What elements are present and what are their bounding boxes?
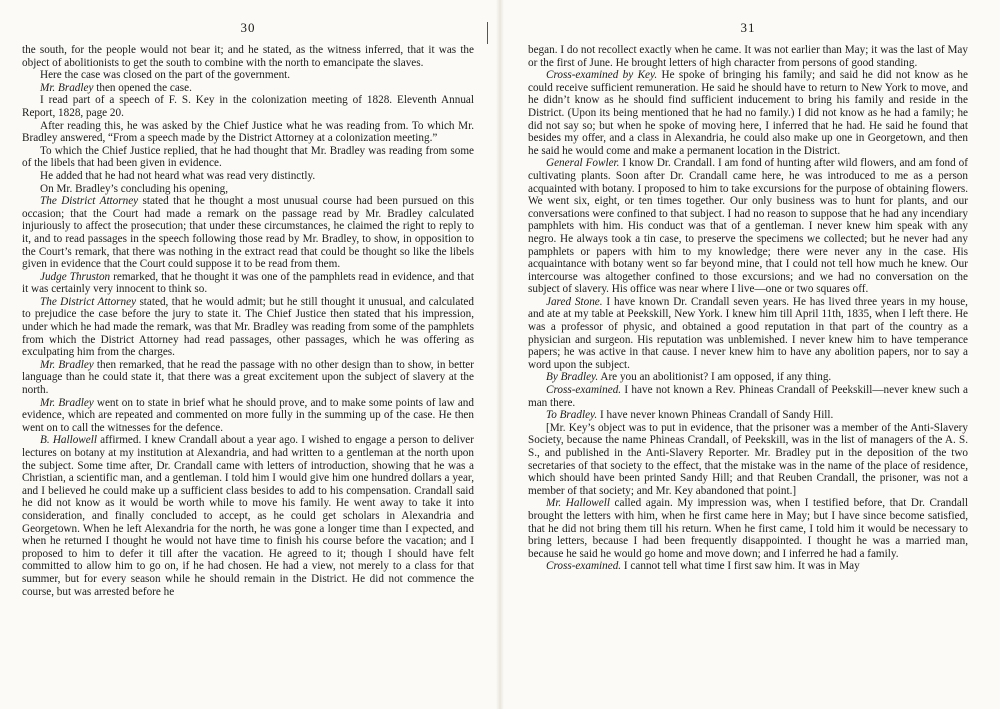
paragraph: Mr. Bradley went on to state in brief what he should prove, and to make some points of law and evidence, which are repeated and commented on more fully in the summing up of the case. He then went on to call the witnesses for the defence.	[22, 396, 474, 434]
paragraph: began. I do not recollect exactly when he came. It was not earlier than May; it was the last of May or the first of June. He brought letters of high character from persons of good standing.	[528, 44, 968, 69]
paragraph: Cross-examined. I cannot tell what time I first saw him. It was in May	[546, 560, 860, 573]
page-text	[22, 44, 474, 598]
paragraph: Mr. Bradley then opened the case.	[40, 81, 192, 94]
paragraph: The District Attorney stated that he thought a most unusual course had been pursued on this occasion; that the Court had made a remark on the passage read by Mr. Bradley calculated injuriously to affect the prosecution; that under these circumstances, he claimed the right to reply to it, and to read passages in the speech following those read by Mr. Bradley, to show, in opposition to the Court’s remark, that there was nothing in the extract read that could be thought so like the libels given in evidence that the Court could suppose it to be read from them.	[22, 195, 474, 271]
paragraph: He added that he had not heard what was read very distinctly.	[40, 169, 316, 182]
paragraph: Cross-examined by Key. He spoke of bringing his family; and said he did not know as he could receive sufficient remuneration. He said he should have to return to New York to move, and he didn’t know as he should find sufficient inducement to bring his family and reside in the District. (Upon its being mentioned that he had no family.) I did not know as he had a family; he did not say so; but when he spoke of moving here, I inferred that he had. He said he found that besides my offer, and a class in Alexandria, he could also make up one in Georgetown, and then he said he would come and make a permanent location in the District.	[528, 69, 968, 157]
book-gutter	[496, 0, 504, 709]
paragraph: To Bradley. I have never known Phineas Crandall of Sandy Hill.	[546, 409, 834, 422]
paragraph: Mr. Hallowell called again. My impression was, when I testified before, that Dr. Crandall brought the letters with him, when he first came here in May; but I have since become satisfied, that he did not bring them till his return. When he first came, I told him it would be necessary to bring letters, because I had been frequently disappointed. I thought he was a married man, because he said he would go home and move down; and I inferred he had a family.	[528, 497, 968, 560]
paragraph: To which the Chief Justice replied, that he had thought that Mr. Bradley was reading from some of the libels that had been given in evidence.	[22, 144, 474, 170]
paragraph: B. Hallowell affirmed. I knew Crandall about a year ago. I wished to engage a person to deliver lectures on botany at my institution at Alexandria, and had written to a gentleman at the north upon the subject. Some time after, Dr. Crandall came with letters of introduction, showing that he was a Christian, a scientific man, and a gentleman. I told him I would give him one hundred dollars a year, and I believed he could make up a sufficient class besides to add to his compensation. Crandall said he did not know as it would be worth while to move his family. He went away to take it into consideration, and finally concluded to accept, as he could get scholars in Alexandria and Georgetown. When he left Alexandria for the north, he was gone a longer time than I expected, and when he returned I thought he would not have time to finish his course before the vacation; and I proposed to him to defer it till after the vacation. He agreed to it; though I should have felt committed to allow him to go on, if he had chosen. He had a view, not merely to a class for that summer, but for every season while he should remain in the District. He did not commence the course, but was arrested before he	[22, 434, 474, 598]
paragraph: General Fowler. I know Dr. Crandall. I am fond of hunting after wild flowers, and am fond of cultivating plants. Soon after Dr. Crandall came here, he was introduced to me as a person acquainted with botany. I proposed to him to take excursions for the purpose of obtaining flowers. We went six, eight, or ten times together. Our only business was to hunt for plants, and our conversations were confined to that subject. I had no reason to suppose that he had any incendiary pamphlets with him. His conduct was that of a gentleman. I never knew him speak with any negro. He always took a tin case, to preserve the specimens we collected; but he never had any pamphlets or papers with him to my knowledge; there were never any in the case. His acquaintance with botany went so far beyond mine, that I could not tell how much he knew. Our intercourse was altogether confined to those excursions; and we had no conversation on the subject of slavery. His office was near where I live—one or two squares off.	[528, 157, 968, 296]
paragraph: Mr. Bradley then remarked, that he read the passage with no other design than to show, in better language than he could state it, that there was a great excitement upon the subject of slavery at the north.	[22, 358, 474, 397]
paragraph: I read part of a speech of F. S. Key in the colonization meeting of 1828. Eleventh Annual Report, 1828, page 20.	[22, 94, 474, 119]
right-page	[528, 0, 968, 709]
paragraph: After reading this, he was asked by the Chief Justice what he was reading from. To which Mr. Bradley answered, “From a speech made by the District Attorney at a colonization meeting.”	[22, 119, 474, 145]
paragraph: Here the case was closed on the part of the government.	[40, 69, 291, 82]
paragraph: By Bradley. Are you an abolitionist? I am opposed, if any thing.	[546, 371, 832, 384]
paragraph: On Mr. Bradley’s concluding his opening,	[40, 182, 228, 195]
paragraph: Cross-examined. I have not known a Rev. Phineas Crandall of Peekskill—never knew such a man there.	[528, 384, 968, 409]
page-text	[528, 44, 968, 573]
paragraph: Judge Thruston remarked, that he thought it was one of the pamphlets read in evidence, and that it was certainly very innocent to think so.	[22, 270, 474, 296]
left-page	[22, 0, 474, 709]
gutter-mark	[487, 22, 488, 44]
page-number: 31	[740, 20, 756, 35]
paragraph: the south, for the people would not bear it; and he stated, as the witness inferred, that it was the object of abolitionists to get the south to combine with the north to emancipate the slaves.	[22, 44, 474, 69]
paragraph: Jared Stone. I have known Dr. Crandall seven years. He has lived three years in my house, and ate at my table at Peekskill, New York. I knew him till April 11th, 1835, when I left there. He was a professor of physic, and obtained a good reputation in that part of the country as a physician and surgeon. His reputation was unblemished. I never knew him to have temperance papers; he was active in that cause. I never knew him to have any abolition papers, nor to say a word upon the subject.	[528, 295, 968, 371]
paragraph: [Mr. Key’s object was to put in evidence, that the prisoner was a member of the Anti-Slavery Society, because the name Phineas Crandall, of Peekskill, was in the list of managers of the A. S. S., and published in the Anti-Slavery Reporter. Mr. Bradley put in the deposition of the two secretaries of that society to the effect, that the mistake was in the name of the place of residence, which should have been printed Sandy Hill; and that Reuben Crandall, the prisoner, was not a member of that society; and Mr. Key abandoned that point.]	[528, 421, 968, 497]
page-number: 30	[240, 20, 256, 35]
paragraph: The District Attorney stated, that he would admit; but he still thought it unusual, and calculated to prejudice the case before the jury to state it. The Chief Justice then stated that his impression, under which he had made the remark, was that Mr. Bradley was reading from some of the pamphlets from which the District Attorney had read passages, other passages, which he was offering as exculpating him from the charges.	[22, 295, 474, 359]
